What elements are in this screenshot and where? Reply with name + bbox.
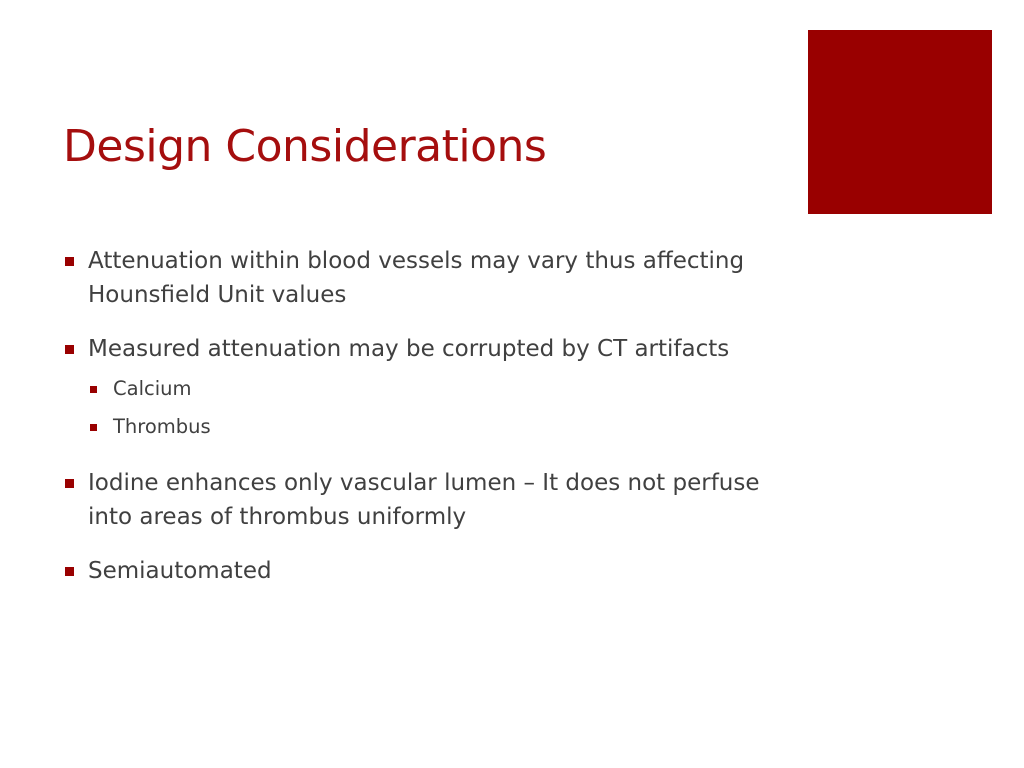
bullet-item <box>63 332 763 446</box>
bullet-list <box>63 244 763 608</box>
bullet-text: Iodine enhances only vascular lumen – It does not perfuse into areas of thrombus uniformly <box>88 470 760 530</box>
bullet-text: Semiautomated <box>88 558 272 584</box>
sub-bullet-text: Thrombus <box>113 415 211 438</box>
slide-title: Design Considerations <box>63 121 547 172</box>
bullet-item <box>63 554 763 588</box>
square-bullet-icon <box>65 257 74 266</box>
square-bullet-icon <box>65 567 74 576</box>
sub-bullet-list <box>88 370 763 446</box>
sub-bullet-item <box>88 408 763 446</box>
bullet-text: Measured attenuation may be corrupted by CT artifacts <box>88 336 730 362</box>
bullet-item <box>63 244 763 312</box>
bullet-text: Attenuation within blood vessels may vary thus affecting Hounsfield Unit values <box>88 248 745 308</box>
square-bullet-icon <box>65 479 74 488</box>
sub-bullet-text: Calcium <box>113 377 192 400</box>
accent-block <box>808 30 992 214</box>
sub-bullet-item <box>88 370 763 408</box>
bullet-item <box>63 466 763 534</box>
square-bullet-icon <box>90 386 97 393</box>
square-bullet-icon <box>65 345 74 354</box>
square-bullet-icon <box>90 424 97 431</box>
